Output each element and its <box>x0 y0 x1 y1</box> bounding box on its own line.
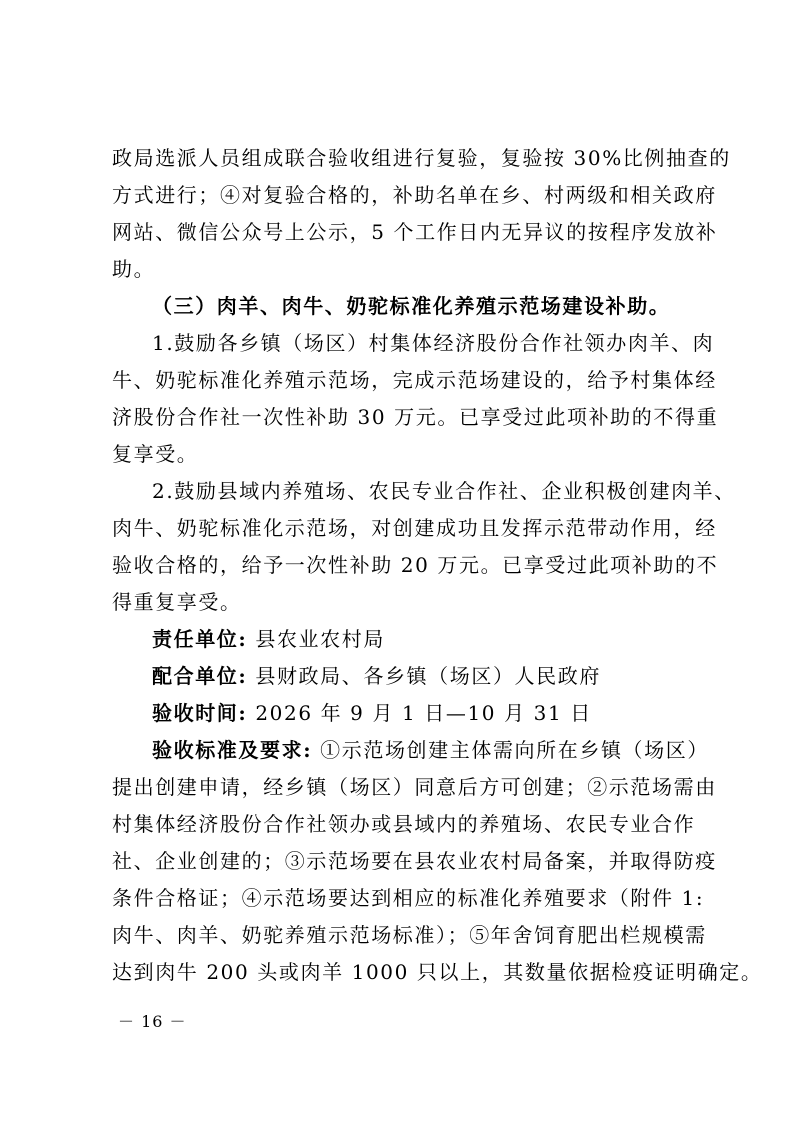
paragraph-line: 1.鼓励各乡镇（场区）村集体经济股份合作社领办肉羊、肉 <box>152 331 715 355</box>
paragraph-line: 条件合格证；④示范场要达到相应的标准化养殖要求（附件 1: <box>112 886 705 910</box>
paragraph-line: 济股份合作社一次性补助 30 万元。已享受过此项补助的不得重 <box>112 405 719 429</box>
time-label: 验收时间: <box>152 701 248 725</box>
paragraph-line: 牛、奶驼标准化养殖示范场，完成示范场建设的，给予村集体经 <box>112 368 717 392</box>
responsible-label: 责任单位: <box>152 627 248 651</box>
paragraph-line: 验收合格的，给予一次性补助 20 万元。已享受过此项补助的不 <box>112 553 719 577</box>
section-heading: （三）肉羊、肉牛、奶驼标准化养殖示范场建设补助。 <box>152 294 671 318</box>
paragraph-line: 复享受。 <box>112 442 199 466</box>
cooperating-label: 配合单位: <box>152 664 248 688</box>
standard-label: 验收标准及要求: <box>152 738 313 762</box>
paragraph-line: 2.鼓励县域内养殖场、农民专业合作社、企业积极创建肉羊、 <box>152 479 736 503</box>
paragraph-line: 方式进行；④对复验合格的，补助名单在乡、村两级和相关政府 <box>112 183 717 207</box>
time-value: 2026 年 9 月 1 日—10 月 31 日 <box>247 701 592 725</box>
standard-value: ①示范场创建主体需向所在乡镇（场区） <box>312 738 709 762</box>
responsible-unit <box>152 627 385 651</box>
paragraph-line: 政局选派人员组成联合验收组进行复验，复验按 30%比例抽查的 <box>112 146 731 170</box>
paragraph-line: 社、企业创建的；③示范场要在县农业农村局备案，并取得防疫 <box>112 849 717 873</box>
paragraph-line: 村集体经济股份合作社领办或县域内的养殖场、农民专业合作 <box>112 812 696 836</box>
paragraph-line: 达到肉牛 200 头或肉羊 1000 只以上，其数量依据检疫证明确定。 <box>112 960 763 984</box>
cooperating-unit <box>152 664 601 688</box>
paragraph-line: 肉牛、奶驼标准化示范场，对创建成功且发挥示范带动作用，经 <box>112 516 717 540</box>
paragraph-line: 提出创建申请，经乡镇（场区）同意后方可创建；②示范场需由 <box>112 775 717 799</box>
responsible-value: 县农业农村局 <box>247 627 385 651</box>
cooperating-value: 县财政局、各乡镇（场区）人民政府 <box>247 664 601 688</box>
acceptance-standard <box>152 738 709 762</box>
paragraph-line: 助。 <box>112 257 156 281</box>
acceptance-time <box>152 701 592 725</box>
page-number: － 16 － <box>118 1012 187 1031</box>
paragraph-line: 网站、微信公众号上公示，5 个工作日内无异议的按程序发放补 <box>112 220 718 244</box>
paragraph-line: 肉牛、肉羊、奶驼养殖示范场标准）；⑤年舍饲育肥出栏规模需 <box>112 923 707 947</box>
paragraph-line: 得重复享受。 <box>112 590 242 614</box>
